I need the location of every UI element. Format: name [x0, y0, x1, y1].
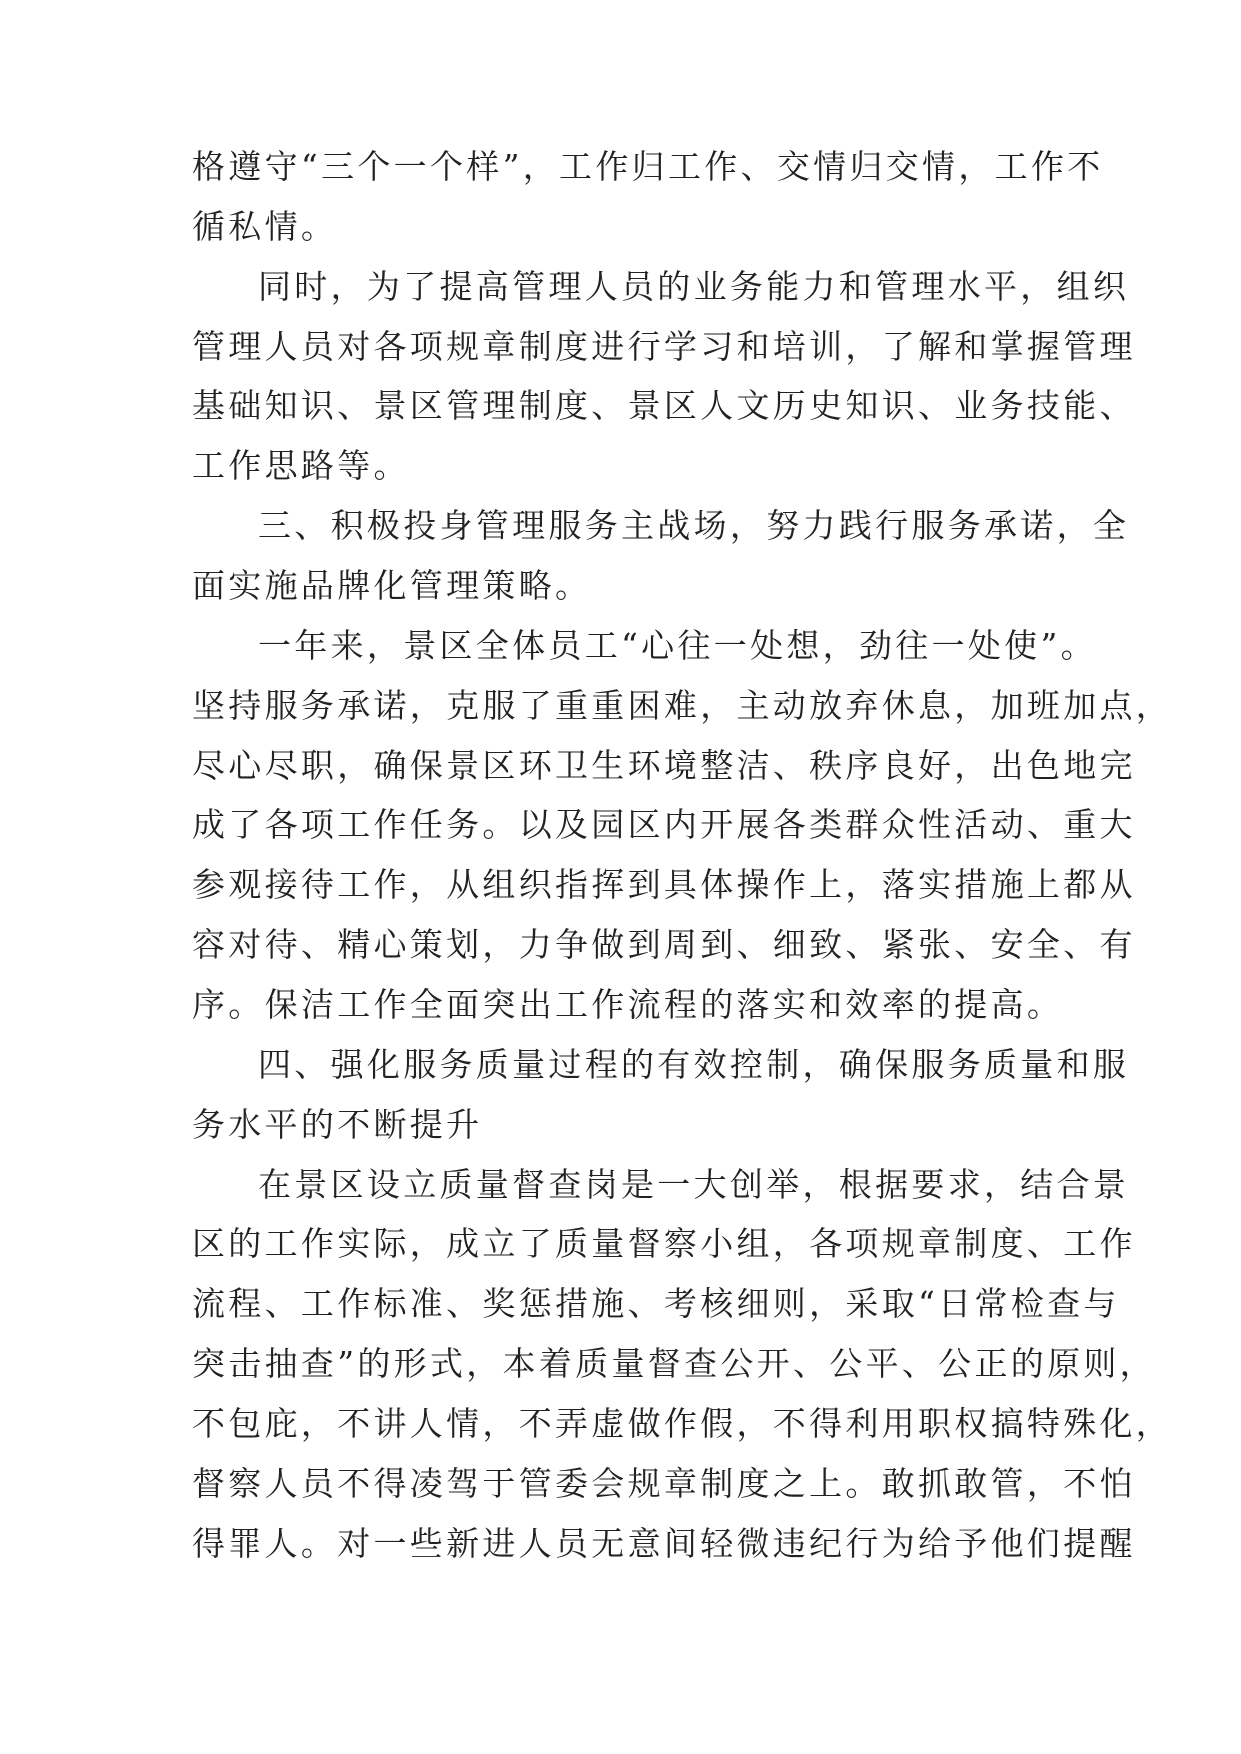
text-line: 参观接待工作，从组织指挥到具体操作上，落实措施上都从 [192, 865, 1136, 904]
text-line: 区的工作实际，成立了质量督察小组，各项规章制度、工作 [192, 1224, 1136, 1263]
text-line: 格遵守“三个一个样”，工作归工作、交情归交情，工作不 [192, 147, 1104, 186]
text-line: 容对待、精心策划，力争做到周到、细致、紧张、安全、有 [192, 925, 1136, 964]
text-line: 工作思路等。 [192, 446, 410, 485]
text-line: 督察人员不得凌驾于管委会规章制度之上。敢抓敢管，不怕 [192, 1464, 1136, 1503]
text-line: 在景区设立质量督查岗是一大创举，根据要求，结合景 [258, 1165, 1130, 1204]
text-line: 流程、工作标准、奖惩措施、考核细则，采取“日常检查与 [192, 1284, 1120, 1323]
text-line: 成了各项工作任务。以及园区内开展各类群众性活动、重大 [192, 805, 1136, 844]
text-line: 不包庇，不讲人情，不弄虚做作假，不得利用职权搞特殊化， [192, 1404, 1173, 1443]
text-line: 同时，为了提高管理人员的业务能力和管理水平，组织 [258, 267, 1130, 306]
text-line: 一年来，景区全体员工“心往一处想，劲往一处使”。 [258, 626, 1097, 665]
section-heading: 三、积极投身管理服务主战场，努力践行服务承诺，全 [258, 506, 1130, 545]
section-heading: 面实施品牌化管理策略。 [192, 566, 592, 605]
text-line: 得罪人。对一些新进人员无意间轻微违纪行为给予他们提醒 [192, 1524, 1136, 1563]
section-heading: 务水平的不断提升 [192, 1105, 483, 1144]
text-line: 管理人员对各项规章制度进行学习和培训，了解和掌握管理 [192, 327, 1136, 366]
text-line: 循私情。 [192, 207, 338, 246]
section-heading: 四、强化服务质量过程的有效控制，确保服务质量和服 [258, 1045, 1130, 1084]
text-line: 基础知识、景区管理制度、景区人文历史知识、业务技能、 [192, 386, 1136, 425]
text-line: 突击抽查”的形式，本着质量督查公开、公平、公正的原则， [192, 1344, 1156, 1383]
text-line: 坚持服务承诺，克服了重重困难，主动放弃休息，加班加点， [192, 686, 1173, 725]
text-line: 序。保洁工作全面突出工作流程的落实和效率的提高。 [192, 985, 1064, 1024]
text-line: 尽心尽职，确保景区环卫生环境整洁、秩序良好，出色地完 [192, 746, 1136, 785]
